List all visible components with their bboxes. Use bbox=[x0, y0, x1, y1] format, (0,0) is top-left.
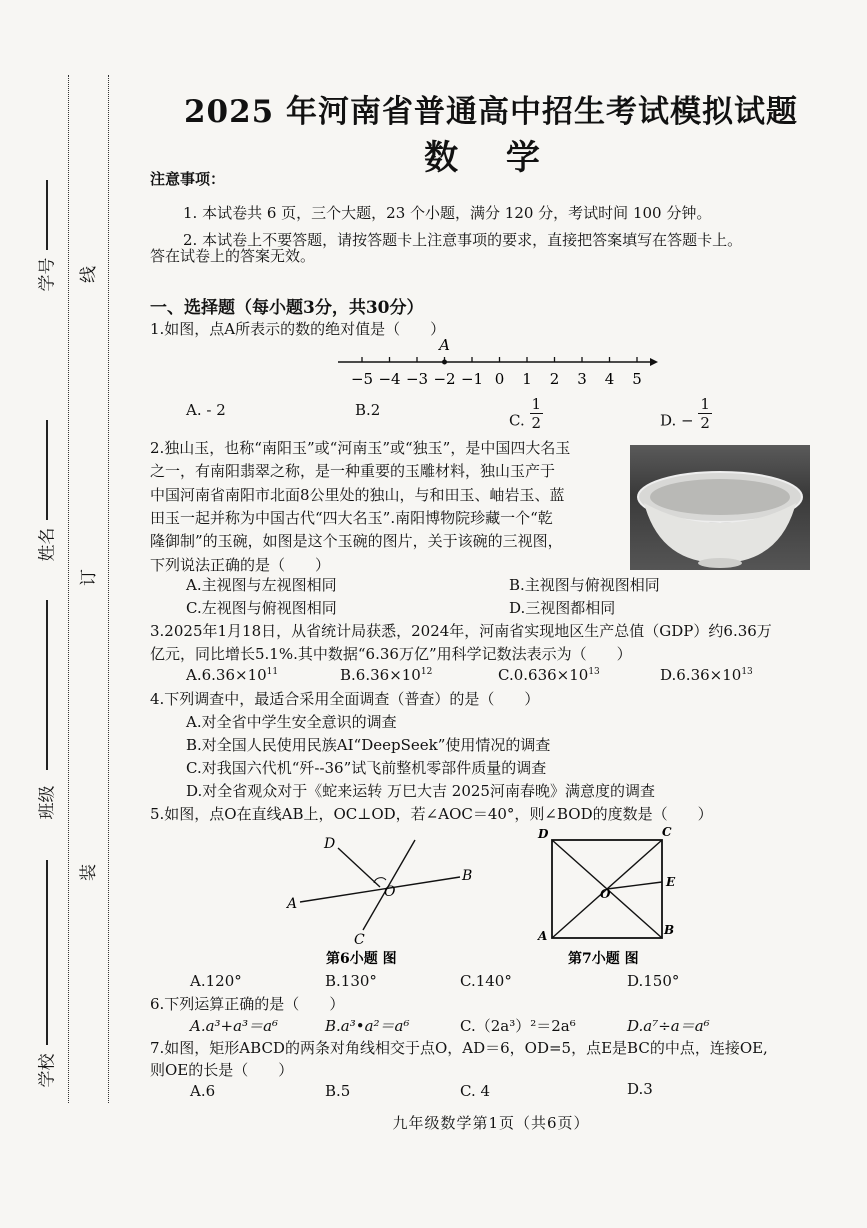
fig7-label-d: D bbox=[538, 827, 549, 841]
number-line-tick-label: 5 bbox=[632, 370, 642, 388]
number-line-tick-label: 3 bbox=[577, 370, 587, 388]
figure-6 bbox=[280, 830, 500, 980]
q2-option-a[interactable]: A.主视图与左视图相同 bbox=[186, 576, 337, 594]
q2-option-c[interactable]: C.左视图与俯视图相同 bbox=[186, 599, 337, 617]
q1-option-a[interactable]: A. - 2 bbox=[186, 401, 226, 419]
number-line-tick-label: 4 bbox=[604, 370, 615, 388]
fig7-label-o: O bbox=[600, 887, 611, 901]
q7-option-d[interactable]: D.3 bbox=[627, 1080, 653, 1098]
notes-item-2-cont: 答在试卷上的答案无效。 bbox=[150, 247, 316, 265]
q1-option-c-numerator: 1 bbox=[531, 395, 542, 413]
mark-bind: 装 bbox=[79, 864, 99, 881]
fig6-label-a: A bbox=[287, 896, 298, 912]
exam-title: 2025 年河南省普通高中招生考试模拟试题 bbox=[183, 94, 799, 130]
class-blank[interactable] bbox=[46, 600, 48, 770]
q5-option-b[interactable]: B.130° bbox=[325, 972, 377, 990]
mark-staple: 订 bbox=[79, 569, 99, 586]
fig6-label-o: O bbox=[384, 884, 396, 900]
q2-stem-line: 中国河南省南阳市北面8公里处的独山，与和田玉、岫岩玉、蓝 bbox=[150, 485, 565, 504]
q1-option-d-denominator: 2 bbox=[700, 414, 710, 432]
q3-option-d[interactable] bbox=[660, 666, 753, 684]
q7-option-c[interactable]: C. 4 bbox=[460, 1082, 491, 1100]
fig6-label-c: C bbox=[354, 932, 365, 948]
number-line-figure bbox=[330, 336, 660, 396]
student-id-blank[interactable] bbox=[46, 180, 48, 250]
q2-stem-line: 下列说法正确的是（ ） bbox=[150, 555, 331, 574]
q3-stem-line2: 亿元，同比增长5.1%.其中数据“6.36万亿”用科学记数法表示为（ ） bbox=[150, 645, 632, 663]
mark-line: 线 bbox=[79, 266, 99, 283]
subject-title: 数 学 bbox=[424, 138, 558, 178]
notes-item-2: 2. 本试卷上不要答题，请按答题卡上注意事项的要求，直接把答案填写在答题卡上。 bbox=[183, 231, 743, 249]
number-line-tick-label: −4 bbox=[378, 370, 401, 388]
school-label: 学校 bbox=[37, 1053, 58, 1088]
point-a-label: A bbox=[439, 336, 450, 354]
q7-option-a[interactable]: A.6 bbox=[190, 1082, 216, 1100]
q3-option-d-base: D.6.36×10 bbox=[660, 666, 742, 684]
class-label: 班级 bbox=[37, 785, 58, 820]
student-id-label: 学号 bbox=[37, 257, 58, 292]
school-blank[interactable] bbox=[46, 860, 48, 1045]
q3-option-a-exp: 11 bbox=[266, 667, 279, 677]
q3-stem-line1: 3.2025年1月18日，从省统计局获悉，2024年，河南省实现地区生产总值（GDP）约6.36万 bbox=[150, 622, 772, 640]
q5-option-c[interactable]: C.140° bbox=[460, 972, 512, 990]
q1-option-c[interactable] bbox=[509, 395, 543, 440]
q5-stem: 5.如图，点O在直线AB上，OC⊥OD，若∠AOC＝40°，则∠BOD的度数是（ ） bbox=[150, 805, 713, 823]
number-line-tick-label: 1 bbox=[522, 370, 532, 388]
jade-bowl-photo bbox=[630, 445, 810, 570]
q4-stem: 4.下列调查中，最适合采用全面调查（普查）的是（ ） bbox=[150, 690, 540, 708]
q3-option-c-exp: 13 bbox=[588, 667, 600, 677]
q2-stem-line: 之一，有南阳翡翠之称，是一种重要的玉雕材料，独山玉产于 bbox=[150, 462, 556, 481]
q3-option-d-exp: 13 bbox=[741, 667, 753, 677]
q4-option-a[interactable]: A.对全省中学生安全意识的调查 bbox=[186, 713, 397, 731]
q3-option-c-base: C.0.636×10 bbox=[498, 666, 589, 684]
q6-stem: 6.下列运算正确的是（ ） bbox=[150, 995, 345, 1013]
q5-option-d[interactable]: D.150° bbox=[627, 972, 680, 990]
q2-option-d[interactable]: D.三视图都相同 bbox=[509, 599, 616, 617]
fig7-caption: 第7小题 图 bbox=[568, 951, 639, 967]
number-line-tick-label: −5 bbox=[350, 370, 374, 388]
q3-option-a-base: A.6.36×10 bbox=[186, 666, 267, 684]
q2-stem-line: 2.独山玉，也称“南阳玉”或“河南玉”或“独玉”，是中国四大名玉 bbox=[150, 439, 571, 457]
section-heading: 一、选择题（每小题3分，共30分） bbox=[150, 298, 424, 318]
q3-option-c[interactable] bbox=[498, 666, 600, 684]
q1-option-c-prefix: C. bbox=[509, 411, 525, 430]
q3-option-b-exp: 12 bbox=[420, 667, 433, 677]
number-line-tick-label: −3 bbox=[405, 370, 429, 388]
q4-option-d[interactable]: D.对全省观众对于《蛇来运转 万巳大吉 2025河南春晚》满意度的调查 bbox=[186, 782, 655, 800]
number-line-tick-label: 0 bbox=[494, 370, 505, 388]
figure-7 bbox=[530, 822, 700, 972]
name-label: 姓名 bbox=[37, 527, 58, 562]
fig7-label-a: A bbox=[538, 929, 548, 943]
fig6-label-b: B bbox=[462, 868, 473, 884]
fig6-label-d: D bbox=[324, 836, 336, 852]
q1-option-c-denominator: 2 bbox=[531, 414, 542, 432]
q2-stem-line: 田玉一起并称为中国古代“四大名玉”.南阳博物院珍藏一个“乾 bbox=[150, 508, 553, 527]
q3-option-b-base: B.6.36×10 bbox=[340, 666, 421, 684]
q1-option-d[interactable] bbox=[660, 395, 712, 440]
q6-option-b[interactable]: B.a³•a²＝a⁶ bbox=[325, 1017, 410, 1035]
q1-option-b[interactable]: B.2 bbox=[355, 401, 381, 419]
fig7-label-c: C bbox=[662, 825, 672, 839]
q6-option-d[interactable]: D.a⁷÷a＝a⁶ bbox=[627, 1017, 710, 1035]
q6-option-a[interactable]: A.a³+a³＝a⁶ bbox=[190, 1017, 279, 1035]
q2-option-b[interactable]: B.主视图与俯视图相同 bbox=[509, 576, 660, 594]
number-line-tick-label: −2 bbox=[433, 370, 456, 388]
q3-option-a[interactable] bbox=[186, 666, 278, 684]
number-line-tick-label: −1 bbox=[460, 370, 484, 388]
fig7-label-e: E bbox=[666, 875, 676, 889]
name-blank[interactable] bbox=[46, 420, 48, 520]
q6-option-c[interactable]: C.（2a³）²＝2a⁶ bbox=[460, 1017, 576, 1035]
point-a bbox=[442, 360, 447, 365]
q2-stem-line: 隆御制”的玉碗，如图是这个玉碗的图片，关于该碗的三视图， bbox=[150, 532, 563, 551]
page-footer: 九年级数学第1页（共6页） bbox=[392, 1114, 590, 1132]
dotted-line-outer bbox=[68, 75, 69, 1103]
q7-option-b[interactable]: B.5 bbox=[325, 1082, 351, 1100]
jade-bowl-image bbox=[630, 445, 810, 570]
q4-option-c[interactable]: C.对我国六代机“歼--36”试飞前整机零部件质量的调查 bbox=[186, 759, 547, 777]
notes-heading: 注意事项： bbox=[150, 170, 226, 188]
q5-option-a[interactable]: A.120° bbox=[190, 972, 242, 990]
q3-option-b[interactable] bbox=[340, 666, 432, 684]
fig6-caption: 第6小题 图 bbox=[326, 951, 397, 967]
number-line-tick-label: 2 bbox=[549, 370, 560, 388]
q4-option-b[interactable]: B.对全国人民使用民族AI“DeepSeek”使用情况的调查 bbox=[186, 736, 551, 754]
q7-stem-line2: 则OE的长是（ ） bbox=[150, 1061, 294, 1079]
notes-item-1: 1. 本试卷共 6 页，三个大题，23 个小题，满分 120 分，考试时间 100 分钟。 bbox=[183, 204, 712, 222]
q7-stem-line1: 7.如图，矩形ABCD的两条对角线相交于点O，AD＝6，OD=5，点E是BC的中点，连接OE, bbox=[150, 1039, 768, 1057]
q1-stem: 1.如图，点A所表示的数的绝对值是（ ） bbox=[150, 320, 446, 338]
q1-option-d-prefix: D. − bbox=[660, 411, 694, 430]
dotted-line-inner bbox=[108, 75, 109, 1103]
fig7-label-b: B bbox=[664, 923, 675, 937]
q1-option-d-numerator: 1 bbox=[700, 395, 710, 413]
